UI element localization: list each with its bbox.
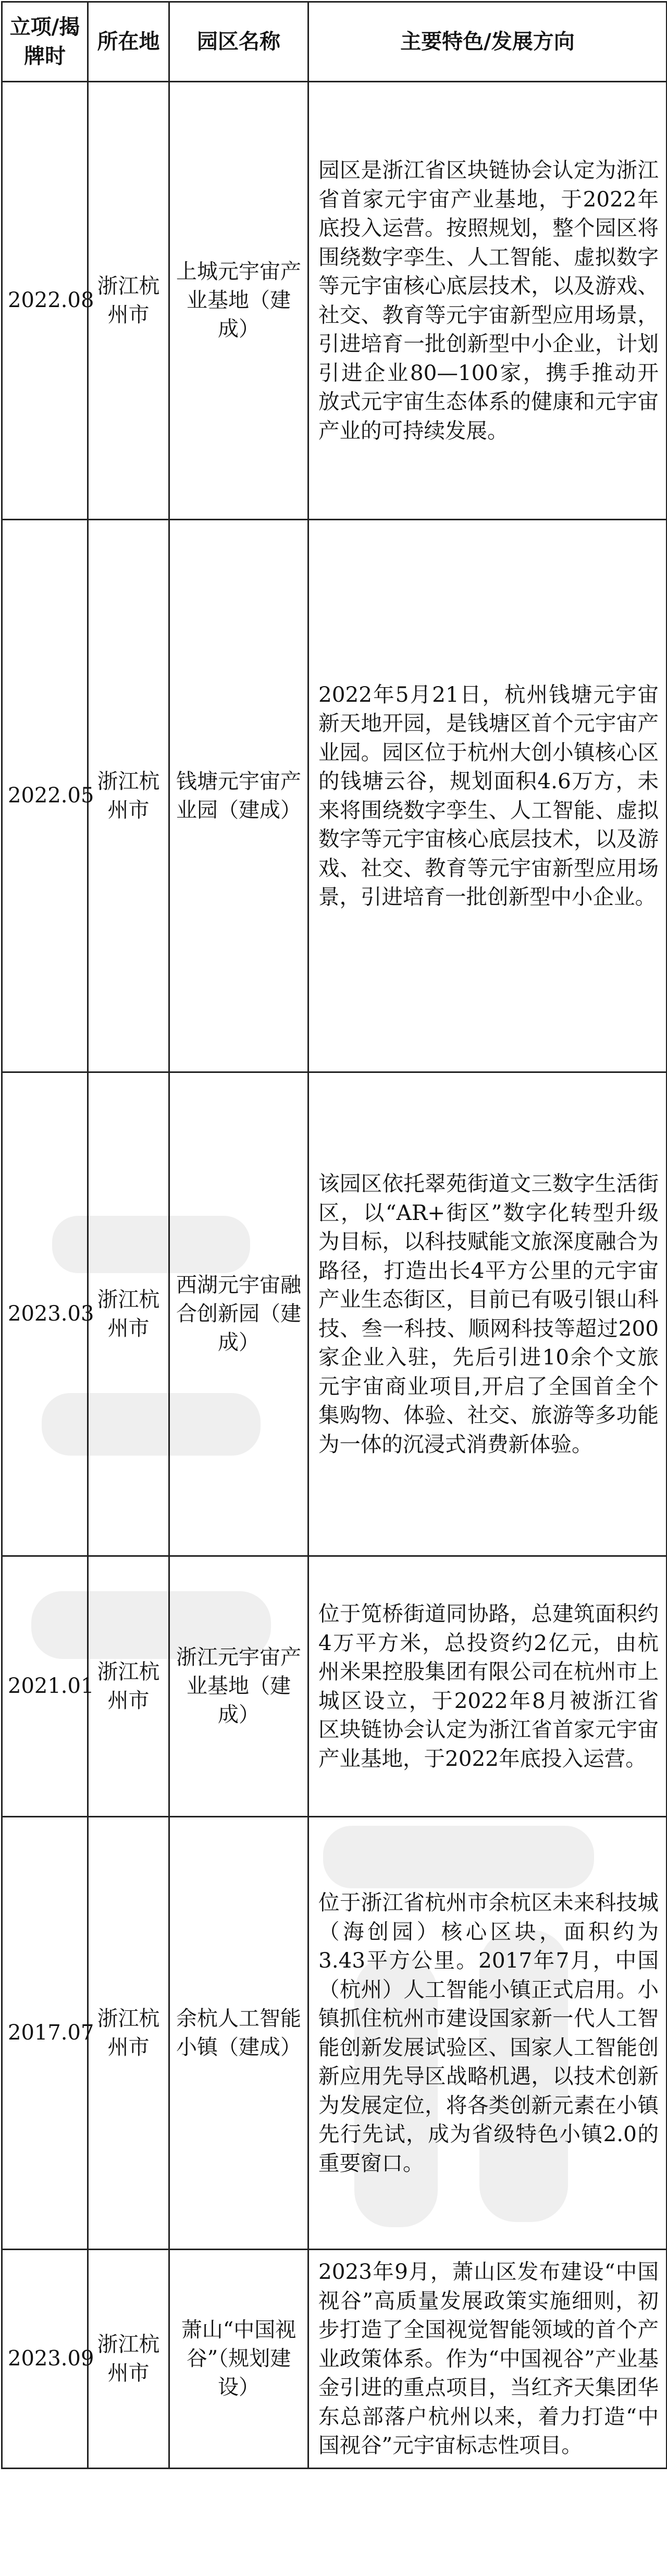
table-row <box>2 2250 667 2469</box>
park-name-cell: 余杭人工智能小镇（建成） <box>169 1817 308 2250</box>
header-park-name: 园区名称 <box>169 2 308 82</box>
table-row <box>2 82 667 520</box>
table-row <box>2 1072 667 1556</box>
table-row <box>2 1817 667 2250</box>
header-date: 立项/揭牌时 <box>2 2 88 82</box>
park-name-cell: 萧山“中国视谷”（规划建设） <box>169 2250 308 2469</box>
header-location: 所在地 <box>88 2 169 82</box>
header-features: 主要特色/发展方向 <box>308 2 667 82</box>
location-cell: 浙江杭州市 <box>88 82 169 520</box>
table-header-row <box>2 2 667 82</box>
date-cell: 2023.09 <box>2 2250 88 2469</box>
date-cell: 2022.08 <box>2 82 88 520</box>
table-row <box>2 1556 667 1817</box>
park-name-cell: 钱塘元宇宙产业园（建成） <box>169 520 308 1072</box>
location-cell: 浙江杭州市 <box>88 2250 169 2469</box>
park-name-cell: 浙江元宇宙产业基地（建成） <box>169 1556 308 1817</box>
description-cell: 位于浙江省杭州市余杭区未来科技城（海创园）核心区块，面积约为3.43平方公里。2017年7月，中国（杭州）人工智能小镇正式启用。小镇抓住杭州市建设国家新一代人工智能创新发展试验区、国家人工智能创新应用先导区战略机遇，以技术创新为发展定位，将各类创新元素在小镇先行先试，成为省级特色小镇2.0的重要窗口。 <box>308 1817 667 2250</box>
date-cell: 2017.07 <box>2 1817 88 2250</box>
park-name-cell: 上城元宇宙产业基地（建成） <box>169 82 308 520</box>
industrial-parks-table <box>1 1 667 2469</box>
date-cell: 2022.05 <box>2 520 88 1072</box>
park-name-cell: 西湖元宇宙融合创新园（建成） <box>169 1072 308 1556</box>
date-cell: 2021.01 <box>2 1556 88 1817</box>
location-cell: 浙江杭州市 <box>88 520 169 1072</box>
description-cell: 园区是浙江省区块链协会认定为浙江省首家元宇宙产业基地，于2022年底投入运营。按照规划，整个园区将围绕数字孪生、人工智能、虚拟数字等元宇宙核心底层技术，以及游戏、社交、教育等元宇宙新型应用场景，引进培育一批创新型中小企业，计划引进企业80—100家，携手推动开放式元宇宙生态体系的健康和元宇宙产业的可持续发展。 <box>308 82 667 520</box>
description-cell: 2023年9月，萧山区发布建设“中国视谷”高质量发展政策实施细则，初步打造了全国视觉智能领域的首个产业政策体系。作为“中国视谷”产业基金引进的重点项目，当红齐天集团华东总部落户杭州以来，着力打造“中国视谷”元宇宙标志性项目。 <box>308 2250 667 2469</box>
description-cell: 2022年5月21日，杭州钱塘元宇宙新天地开园，是钱塘区首个元宇宙产业园。园区位于杭州大创小镇核心区的钱塘云谷，规划面积4.6万方，未来将围绕数字孪生、人工智能、虚拟数字等元宇宙核心底层技术，以及游戏、社交、教育等元宇宙新型应用场景，引进培育一批创新型中小企业。 <box>308 520 667 1072</box>
location-cell: 浙江杭州市 <box>88 1556 169 1817</box>
date-cell: 2023.03 <box>2 1072 88 1556</box>
description-cell: 该园区依托翠苑街道文三数字生活街区，以“AR+街区”数字化转型升级为目标，以科技赋能文旅深度融合为路径，打造出长4平方公里的元宇宙产业生态街区，目前已有吸引银山科技、叁一科技、顺网科技等超过200家企业入驻，先后引进10余个文旅元宇宙商业项目,开启了全国首全个集购物、体验、社交、旅游等多功能为一体的沉浸式消费新体验。 <box>308 1072 667 1556</box>
description-cell: 位于笕桥街道同协路，总建筑面积约4万平方米，总投资约2亿元，由杭州米果控股集团有限公司在杭州市上城区设立，于2022年8月被浙江省区块链协会认定为浙江省首家元宇宙产业基地，于2022年底投入运营。 <box>308 1556 667 1817</box>
location-cell: 浙江杭州市 <box>88 1817 169 2250</box>
location-cell: 浙江杭州市 <box>88 1072 169 1556</box>
table-row <box>2 520 667 1072</box>
